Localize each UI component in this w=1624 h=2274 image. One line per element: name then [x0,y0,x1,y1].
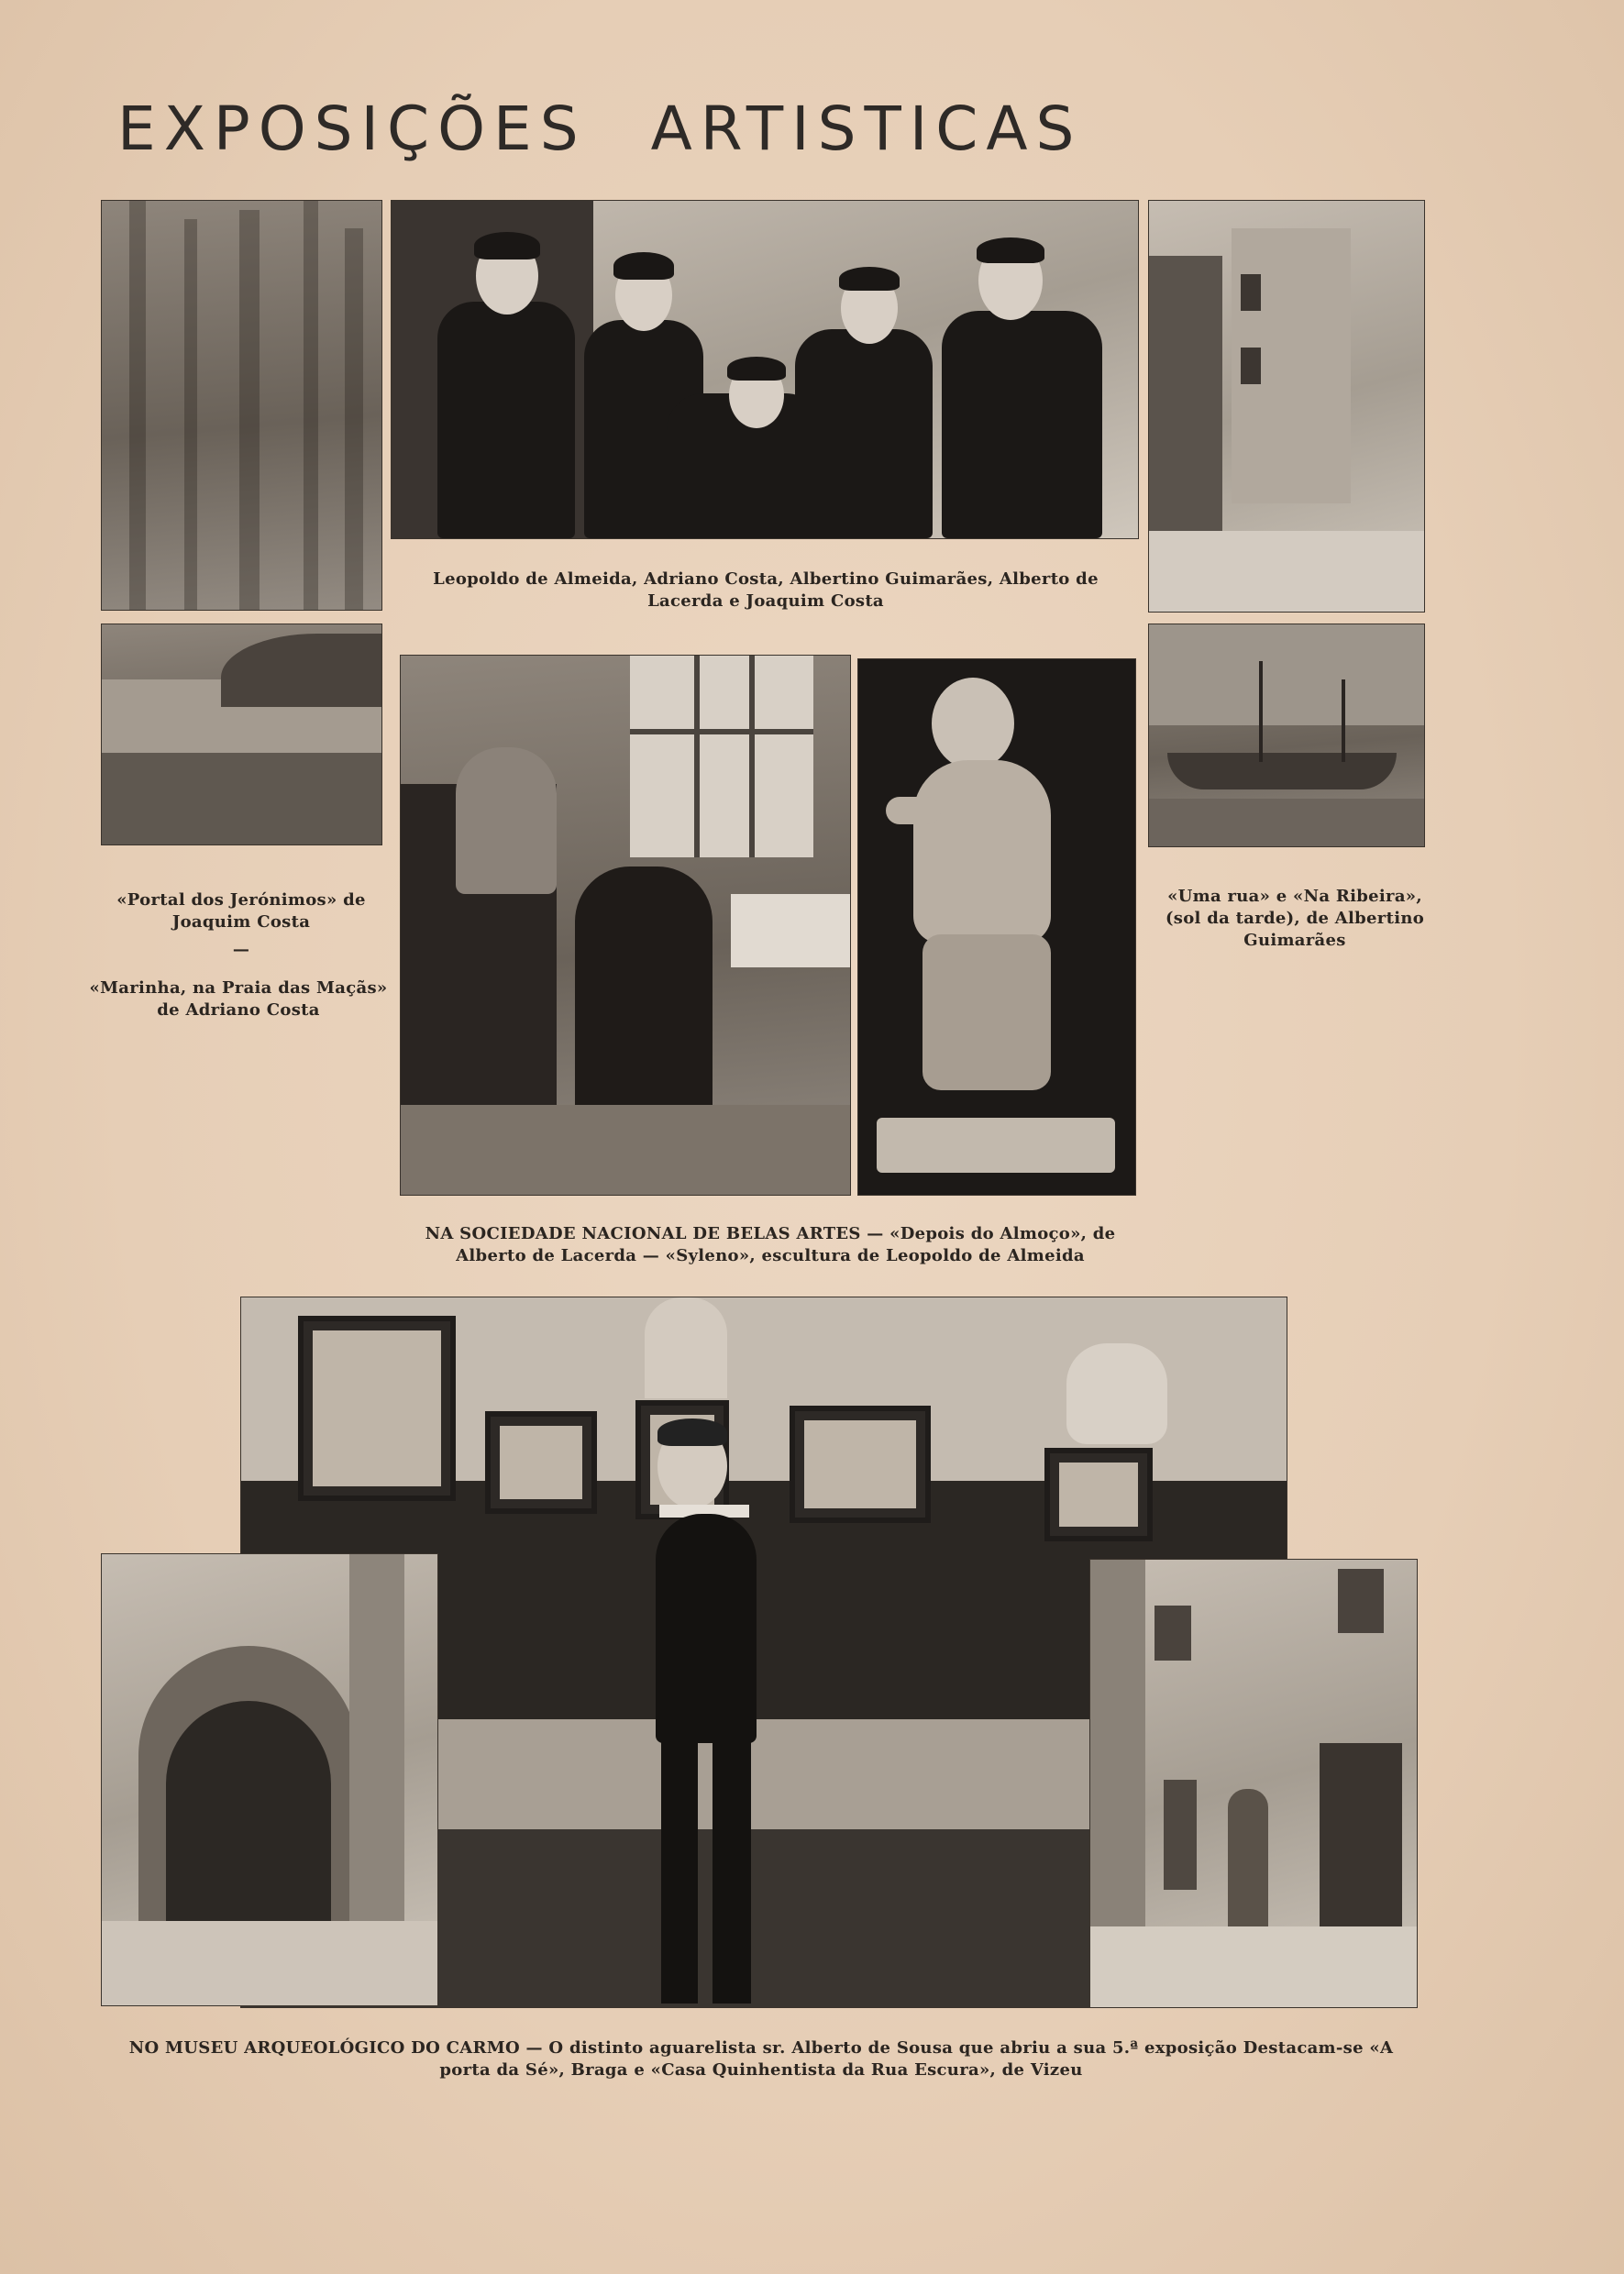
page-title: EXPOSIÇÕES ARTISTICAS [117,94,1083,164]
caption-museu-arqueologico: NO MUSEU ARQUEOLÓGICO DO CARMO — O distinto aguarelista sr. Alberto de Sousa que abriu a sua 5.ª exposição Destacam-se «A porta da Sé», Braga e «Casa Quinhentista da Rua Escura», de Vizeu [128,2038,1394,2080]
photo-portal-jeronimos [101,200,382,611]
photo-depois-do-almoco [400,655,851,1196]
caption-marinha: «Marinha, na Praia das Maçãs» de Adriano Costa [89,978,388,1020]
photo-syleno-sculpture [857,658,1136,1196]
caption-group-portrait: Leopoldo de Almeida, Adriano Costa, Albertino Guimarães, Alberto de Lacerda e Joaquim Costa [433,569,1099,611]
photo-porta-da-se-braga [101,1553,438,2006]
photo-uma-rua [1148,200,1425,613]
photo-casa-quinhentista-vizeu [1089,1559,1418,2008]
caption-left-separator: — [232,940,250,959]
caption-sociedade-belas-artes: NA SOCIEDADE NACIONAL DE BELAS ARTES — «Depois do Almoço», de Alberto de Lacerda — «Syleno», escultura de Leopoldo de Almeida [425,1224,1116,1265]
caption-portal-jeronimos: «Portal dos Jerónimos» de Joaquim Costa [116,890,366,932]
photo-na-ribeira [1148,624,1425,847]
caption-uma-rua-na-ribeira: «Uma rua» e «Na Ribeira», (sol da tarde), de Albertino Guimarães [1165,887,1425,950]
photo-marinha-praia-macas [101,624,382,845]
photo-group-portrait [391,200,1139,539]
